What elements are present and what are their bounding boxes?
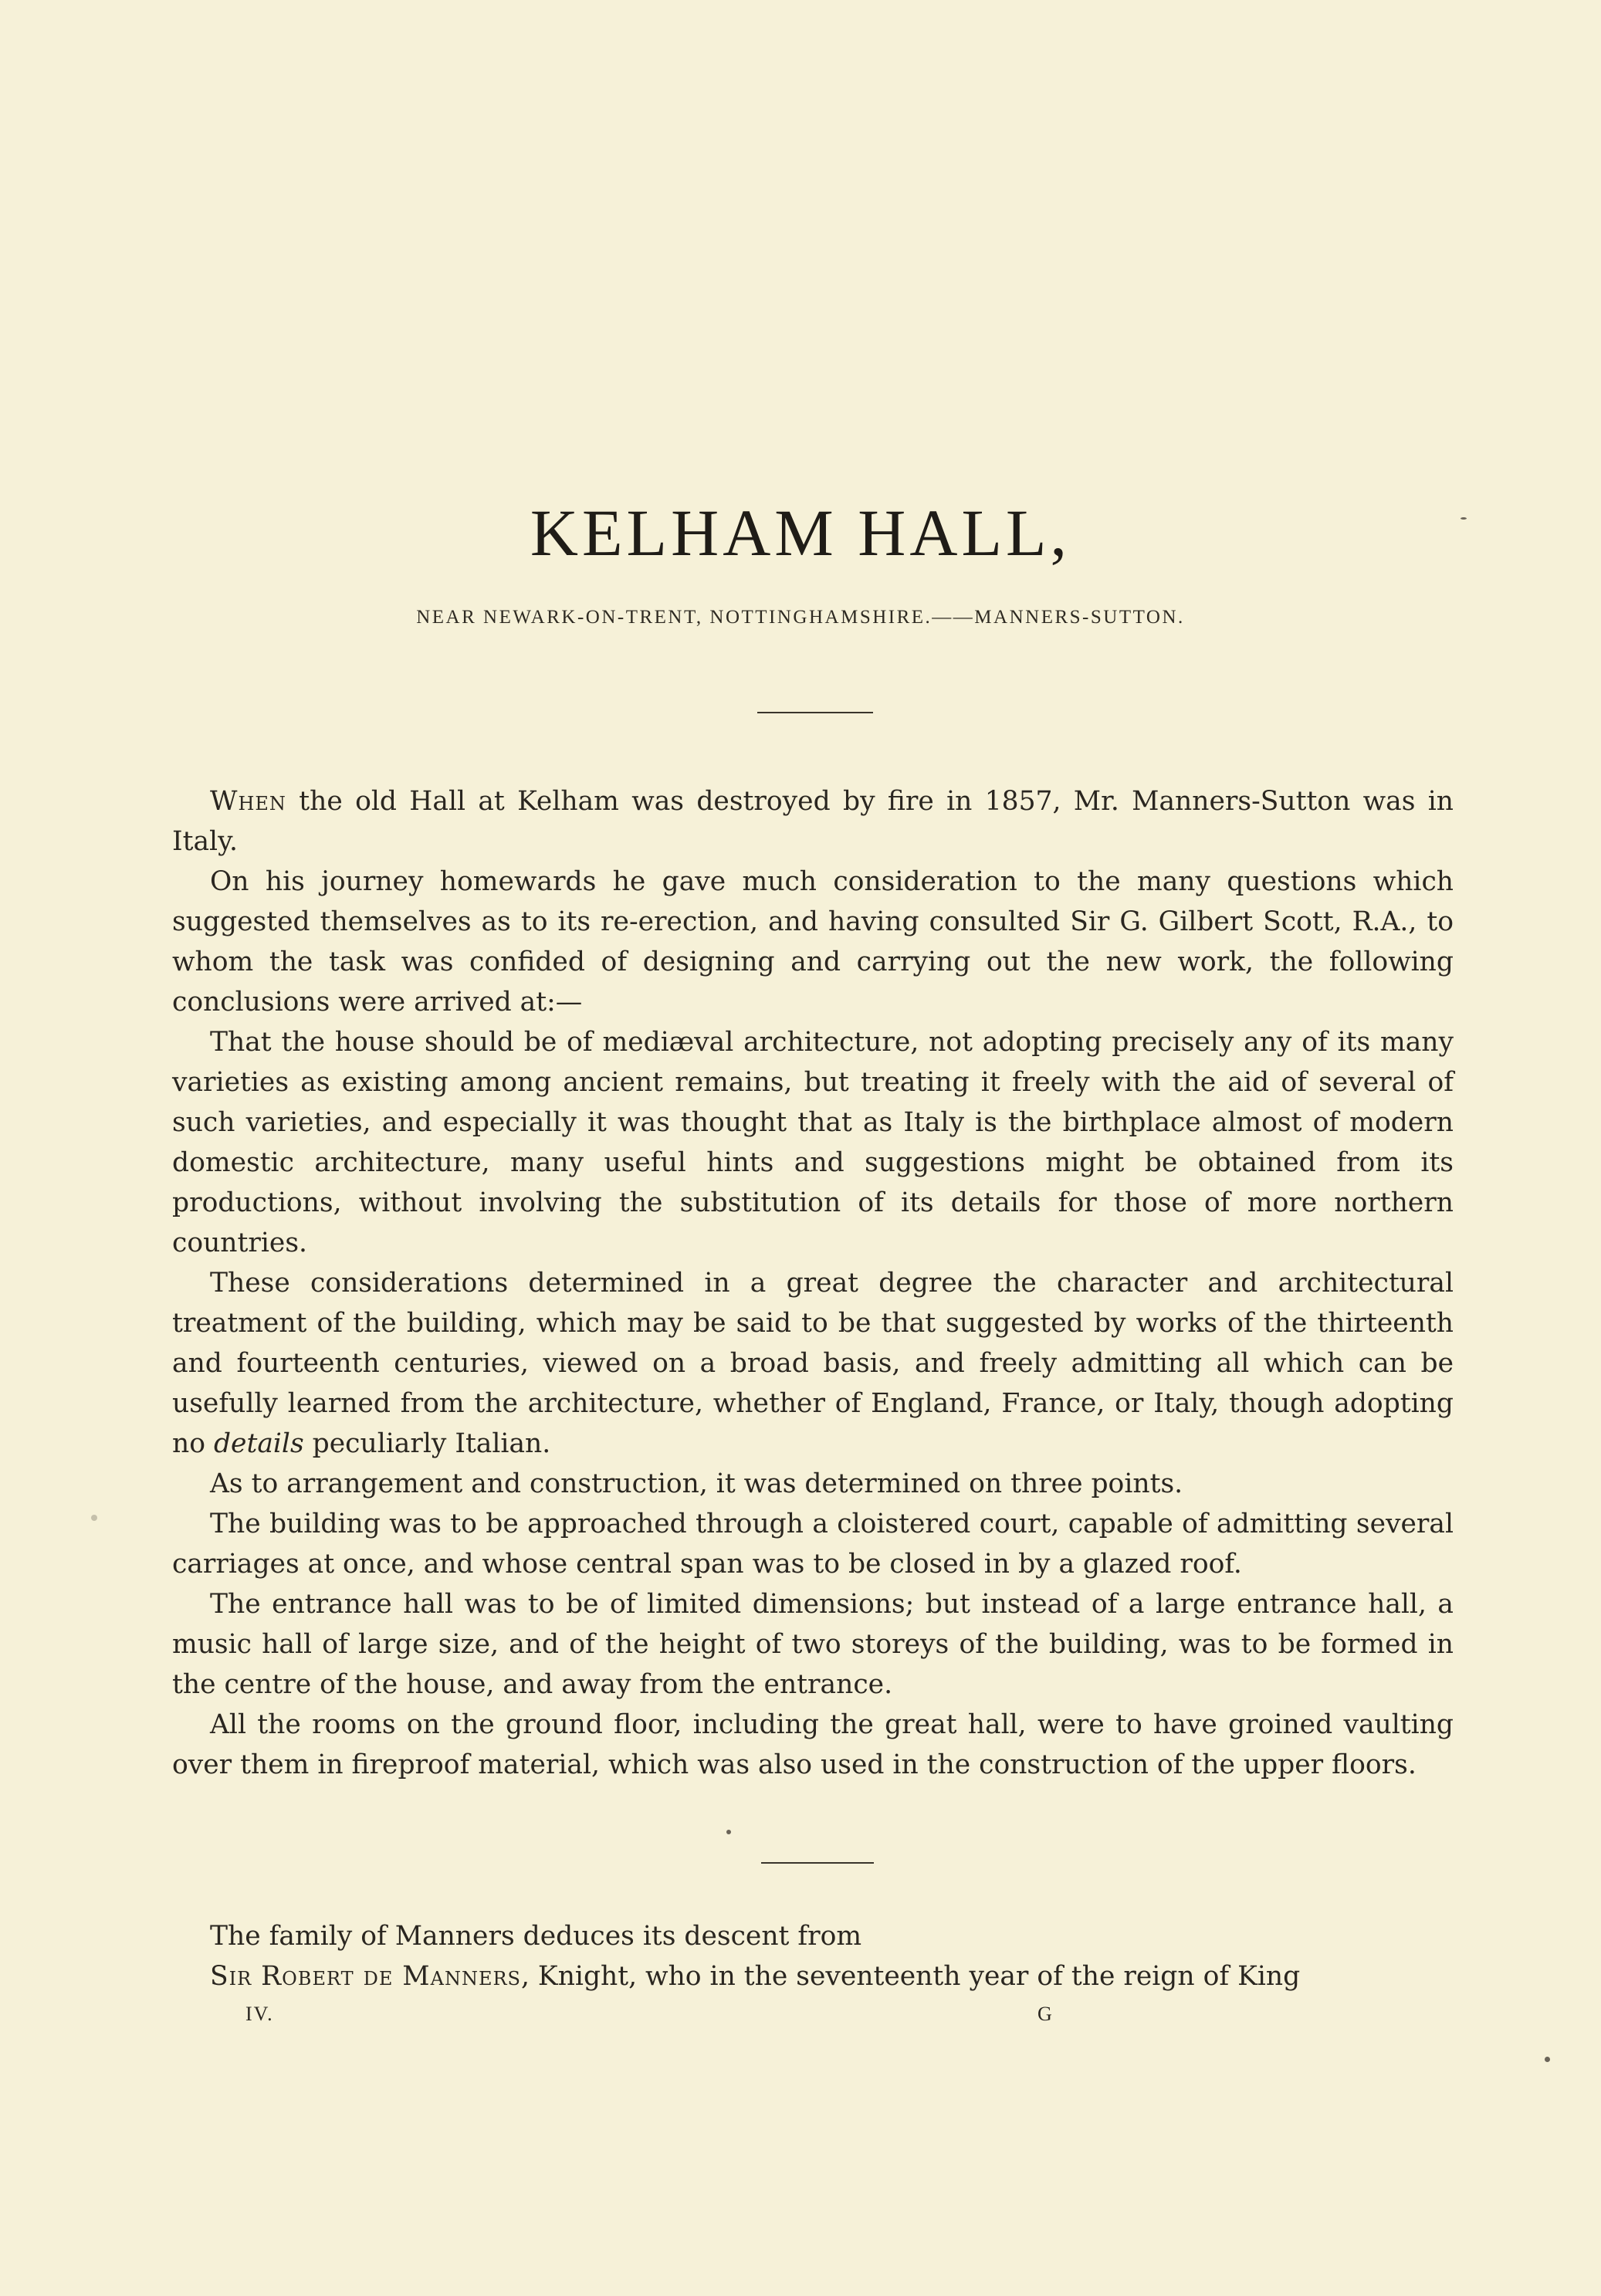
page-subtitle: NEAR NEWARK-ON-TRENT, NOTTINGHAMSHIRE.——MANNERS-SUTTON. bbox=[416, 607, 1185, 628]
family-line-2 bbox=[172, 1956, 1454, 1996]
family-section bbox=[172, 1916, 1454, 1996]
page-speck bbox=[1545, 2057, 1550, 2062]
volume-signature: IV. bbox=[245, 2003, 274, 2025]
paragraph-4-italic: details bbox=[213, 1428, 304, 1459]
paragraph-1 bbox=[172, 781, 1454, 862]
paragraph-1-lead: When bbox=[210, 786, 286, 817]
paragraph-6: The building was to be approached through a cloistered court, capable of admitting several carriages at once, and whose central span was to be closed in by a glazed roof. bbox=[172, 1509, 1454, 1580]
page-title: KELHAM HALL, bbox=[530, 496, 1071, 570]
family-line-1: The family of Manners deduces its descent from bbox=[210, 1921, 862, 1952]
family-line-2-text: , Knight, who in the seventeenth year of the reign of King bbox=[521, 1961, 1301, 1992]
paragraph-7: The entrance hall was to be of limited dimensions; but instead of a large entrance hall, a music hall of large size, and of the height of two storeys of the building, was to be formed in the centre of the house, and away from the entrance. bbox=[172, 1589, 1454, 1700]
paragraph-4-text-b: peculiarly Italian. bbox=[303, 1428, 551, 1459]
page-speck bbox=[726, 1830, 731, 1834]
body-text bbox=[172, 781, 1454, 1785]
paragraph-8: All the rooms on the ground floor, including the great hall, were to have groined vaulting over them in fireproof material, which was also used in the construction of the upper floors. bbox=[172, 1709, 1454, 1780]
gathering-signature: G bbox=[1037, 2003, 1054, 2025]
paragraph-2: On his journey homewards he gave much consideration to the many questions which suggested themselves as to its re-erection, and having consulted Sir G. Gilbert Scott, R.A., to whom the task was confided of designing and carrying out the new work, the following conclusions were arrived at:— bbox=[172, 866, 1454, 1018]
paragraph-1-text: the old Hall at Kelham was destroyed by fire in 1857, Mr. Manners-Sutton was in Italy. bbox=[172, 786, 1454, 857]
family-name: Sir Robert de Manners bbox=[210, 1961, 521, 1992]
paragraph-3: That the house should be of mediæval architecture, not adopting precisely any of its many varieties as existing among ancient remains, but treating it freely with the aid of several of such varieties, and especially it was thought that as Italy is the birthplace almost of modern domestic architecture, many useful hints and suggestions might be obtained from its productions, without involving the substitution of its details for those of more northern countries. bbox=[172, 1027, 1454, 1258]
paragraph-5: As to arrangement and construction, it was determined on three points. bbox=[210, 1468, 1183, 1499]
paragraph-4 bbox=[172, 1263, 1454, 1464]
page-speck bbox=[1461, 517, 1467, 520]
divider-bottom bbox=[761, 1862, 874, 1864]
page-speck bbox=[91, 1515, 97, 1521]
divider-top bbox=[757, 712, 873, 713]
paragraph-4-text-a: These considerations determined in a great degree the character and architectural treatment of the building, which may be said to be that suggested by works of the thirteenth and fourteenth centuries, viewed on a broad basis, and freely admitting all which can be usefully learned from the architecture, whether of England, France, or Italy, though adopting no bbox=[172, 1268, 1454, 1459]
